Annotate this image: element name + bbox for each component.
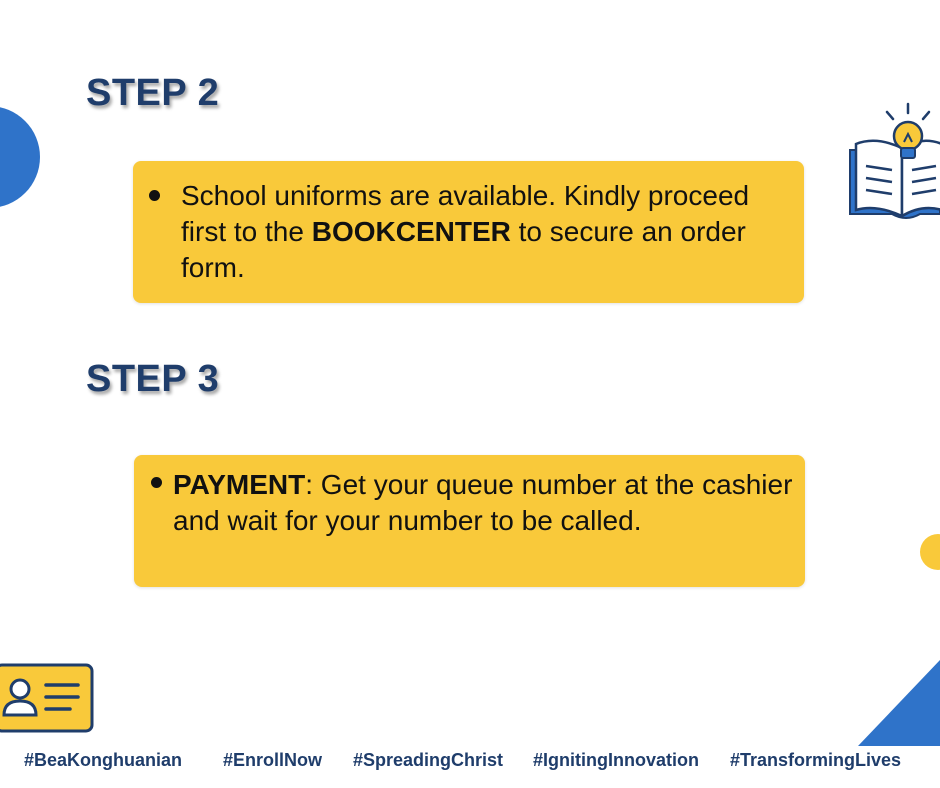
hashtag: #TransformingLives (730, 750, 902, 770)
step-3-title: STEP 3 (86, 358, 220, 400)
book-lightbulb-icon (846, 100, 940, 226)
step-2-text-before: School uniforms are available. Kindly proceed first to the (181, 180, 750, 247)
hashtag: #BeaKonghuanian (24, 750, 183, 770)
step-3-bold-text: PAYMENT (173, 469, 306, 500)
step-3-text-after: : Get your queue number at the cashier and wait for your number to be called. (173, 469, 793, 536)
bullet-icon (149, 190, 160, 201)
step-2-bold-text: BOOKCENTER (311, 216, 511, 247)
step-3-text (173, 467, 798, 539)
blue-circle-decoration (0, 106, 40, 208)
step-2-text-after: to secure an order form. (181, 216, 746, 283)
step-2-card (133, 161, 804, 303)
step-2-title: STEP 2 (86, 72, 220, 114)
hashtag: #IgnitingInnovation (533, 750, 699, 770)
id-card-icon (0, 663, 96, 735)
bullet-icon (151, 477, 162, 488)
hashtag: #SpreadingChrist (353, 750, 504, 770)
step-2-text (181, 178, 796, 286)
blue-triangle-decoration (858, 660, 940, 746)
hashtag-bar (0, 750, 940, 776)
hashtag: #EnrollNow (223, 750, 323, 770)
yellow-circle-decoration (920, 534, 940, 570)
step-3-card (134, 455, 805, 587)
